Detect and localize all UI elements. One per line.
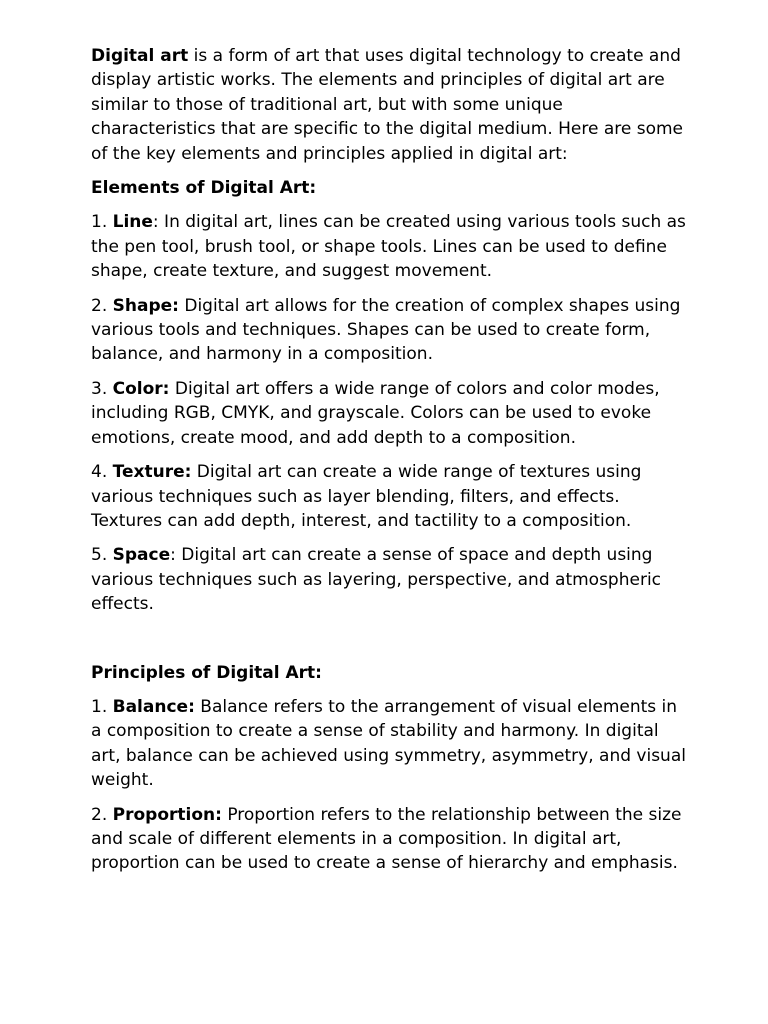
elements-heading-text: Elements of Digital Art: — [91, 178, 317, 199]
intro-paragraph — [91, 44, 691, 166]
element-item-space — [91, 543, 691, 616]
principle-item-text: Proportion refers to the relationship between the size and scale of different elements in a composition. In digital art, proportion can be used to create a sense of hierarchy and emphasis. — [91, 804, 682, 874]
element-item-term: Line — [112, 212, 153, 233]
principles-heading-text: Principles of Digital Art: — [91, 662, 322, 683]
element-item-term: Shape: — [112, 295, 179, 316]
principle-item-number: 1. — [91, 696, 113, 717]
intro-lead-term: Digital art — [91, 46, 189, 66]
element-item-number: 2. — [91, 295, 113, 316]
intro-text: is a form of art that uses digital technology to create and display artistic works. The elements and principles of digital art are similar to those of traditional art, but with some unique characteristics that are specific to the digital medium. Here are some of the key elements and principles applied in digital art: — [91, 46, 684, 164]
element-item-term: Texture: — [112, 462, 192, 483]
element-item-shape — [91, 294, 691, 367]
element-item-text: : In digital art, lines can be created using various tools such as the pen tool, brush tool, or shape tools. Lines can be used to define shape, create texture, and suggest movement. — [91, 212, 686, 282]
principles-heading — [91, 661, 691, 685]
principle-item-term: Proportion: — [112, 804, 222, 825]
element-item-texture — [91, 460, 691, 533]
principle-item-text: Balance refers to the arrangement of visual elements in a composition to create a sense of stability and harmony. In digital art, balance can be achieved using symmetry, asymmetry, and visual weight. — [91, 696, 686, 791]
element-item-term: Color: — [112, 378, 170, 399]
principle-item-proportion — [91, 803, 691, 876]
principle-item-balance — [91, 695, 691, 793]
element-item-text: Digital art can create a wide range of textures using various techniques such as layer blending, filters, and effects. Textures can add depth, interest, and tactility to a composition. — [91, 462, 642, 531]
element-item-term: Space — [112, 545, 171, 566]
element-item-number: 1. — [91, 212, 113, 233]
element-item-text: Digital art offers a wide range of colors and color modes, including RGB, CMYK, and grayscale. Colors can be used to evoke emotions, create mood, and add depth to a composition. — [91, 378, 660, 448]
principle-item-number: 2. — [91, 804, 113, 825]
elements-heading — [91, 176, 691, 200]
document-page — [91, 44, 691, 886]
element-item-line — [91, 210, 691, 283]
element-item-number: 5. — [91, 545, 113, 566]
principle-item-term: Balance: — [112, 696, 195, 717]
element-item-number: 4. — [91, 462, 113, 483]
element-item-number: 3. — [91, 378, 113, 399]
section-spacer — [91, 627, 691, 661]
element-item-text: : Digital art can create a sense of space and depth using various techniques such as layering, perspective, and atmospheric effects. — [91, 545, 662, 615]
element-item-text: Digital art allows for the creation of complex shapes using various tools and techniques. Shapes can be used to create form, balance, and harmony in a composition. — [91, 295, 681, 365]
element-item-color — [91, 377, 691, 450]
